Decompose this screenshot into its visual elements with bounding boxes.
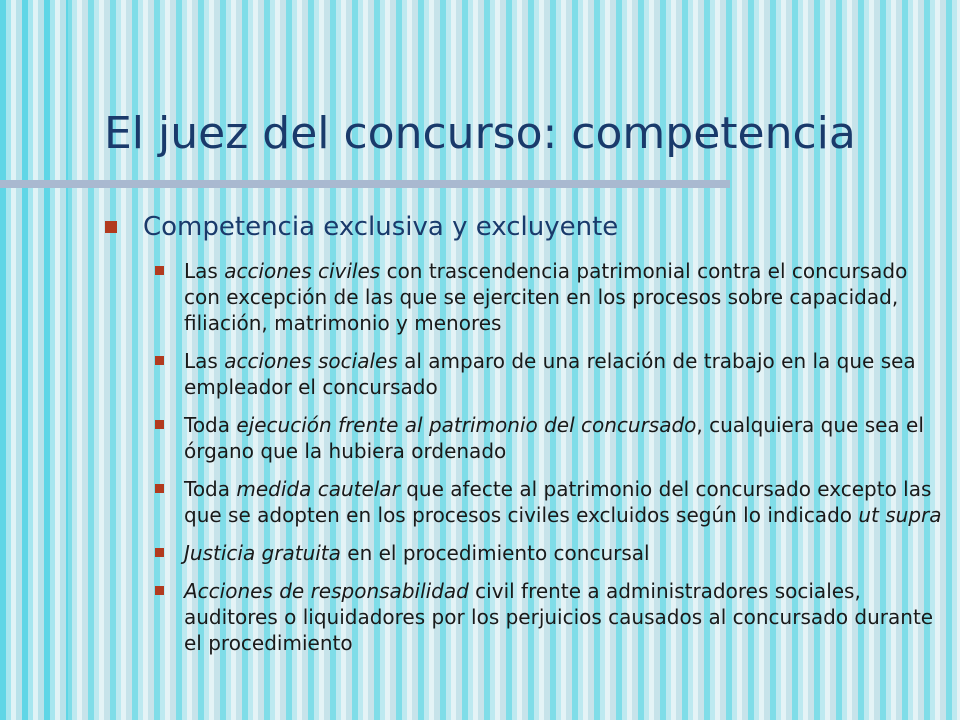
sub-bullet-text — [184, 258, 944, 336]
emphasized-text: Acciones de responsabilidad — [184, 579, 469, 603]
square-bullet-icon — [105, 221, 117, 233]
text-run: al amparo de una relación de trabajo en la que sea empleador el concursado — [184, 349, 916, 399]
emphasized-text: acciones civiles — [224, 259, 381, 283]
slide-title: El juez del concurso: competencia — [104, 108, 856, 159]
square-bullet-icon — [155, 266, 164, 275]
sub-bullet-item — [155, 412, 945, 464]
background-stripe-panel — [0, 0, 68, 720]
sub-bullet-item — [155, 348, 945, 400]
square-bullet-icon — [155, 484, 164, 493]
emphasized-text: ut supra — [858, 503, 942, 527]
text-run: Toda — [184, 413, 237, 437]
sub-bullet-text — [184, 412, 944, 464]
text-run: en el procedimiento concursal — [340, 541, 650, 565]
text-run: Las — [184, 259, 225, 283]
sub-bullet-text — [184, 540, 944, 566]
text-run: , cualquiera que sea el órgano que la hubiera ordenado — [184, 413, 924, 463]
emphasized-text: medida cautelar — [236, 477, 400, 501]
text-run: con trascendencia patrimonial contra el concursado con excepción de las que se ejerciten en los procesos sobre capacidad, filiación, matrimonio y menores — [184, 259, 908, 335]
text-run: civil frente a administradores sociales, auditores o liquidadores por los perjuicios causados al concursado durante el procedimiento — [184, 579, 934, 655]
sub-bullet-list — [105, 258, 945, 656]
text-run: Toda — [184, 477, 237, 501]
main-bullet-text: Competencia exclusiva y excluyente — [143, 212, 619, 242]
square-bullet-icon — [155, 586, 164, 595]
sub-bullet-item — [155, 578, 945, 656]
emphasized-text: ejecución frente al patrimonio del concursado — [236, 413, 697, 437]
title-underline-bar — [0, 180, 730, 188]
emphasized-text: Justicia gratuita — [184, 541, 341, 565]
sub-bullet-text — [184, 476, 944, 528]
slide-content — [105, 210, 945, 668]
text-run: Las — [184, 349, 225, 373]
square-bullet-icon — [155, 548, 164, 557]
sub-bullet-item — [155, 540, 945, 566]
square-bullet-icon — [155, 420, 164, 429]
square-bullet-icon — [155, 356, 164, 365]
text-run: que afecte al patrimonio del concursado excepto las que se adopten en los procesos civiles excluidos según lo indicado — [184, 477, 932, 527]
sub-bullet-text — [184, 578, 944, 656]
main-bullet-item — [105, 210, 945, 244]
sub-bullet-item — [155, 476, 945, 528]
sub-bullet-item — [155, 258, 945, 336]
sub-bullet-text — [184, 348, 944, 400]
emphasized-text: acciones sociales — [224, 349, 398, 373]
